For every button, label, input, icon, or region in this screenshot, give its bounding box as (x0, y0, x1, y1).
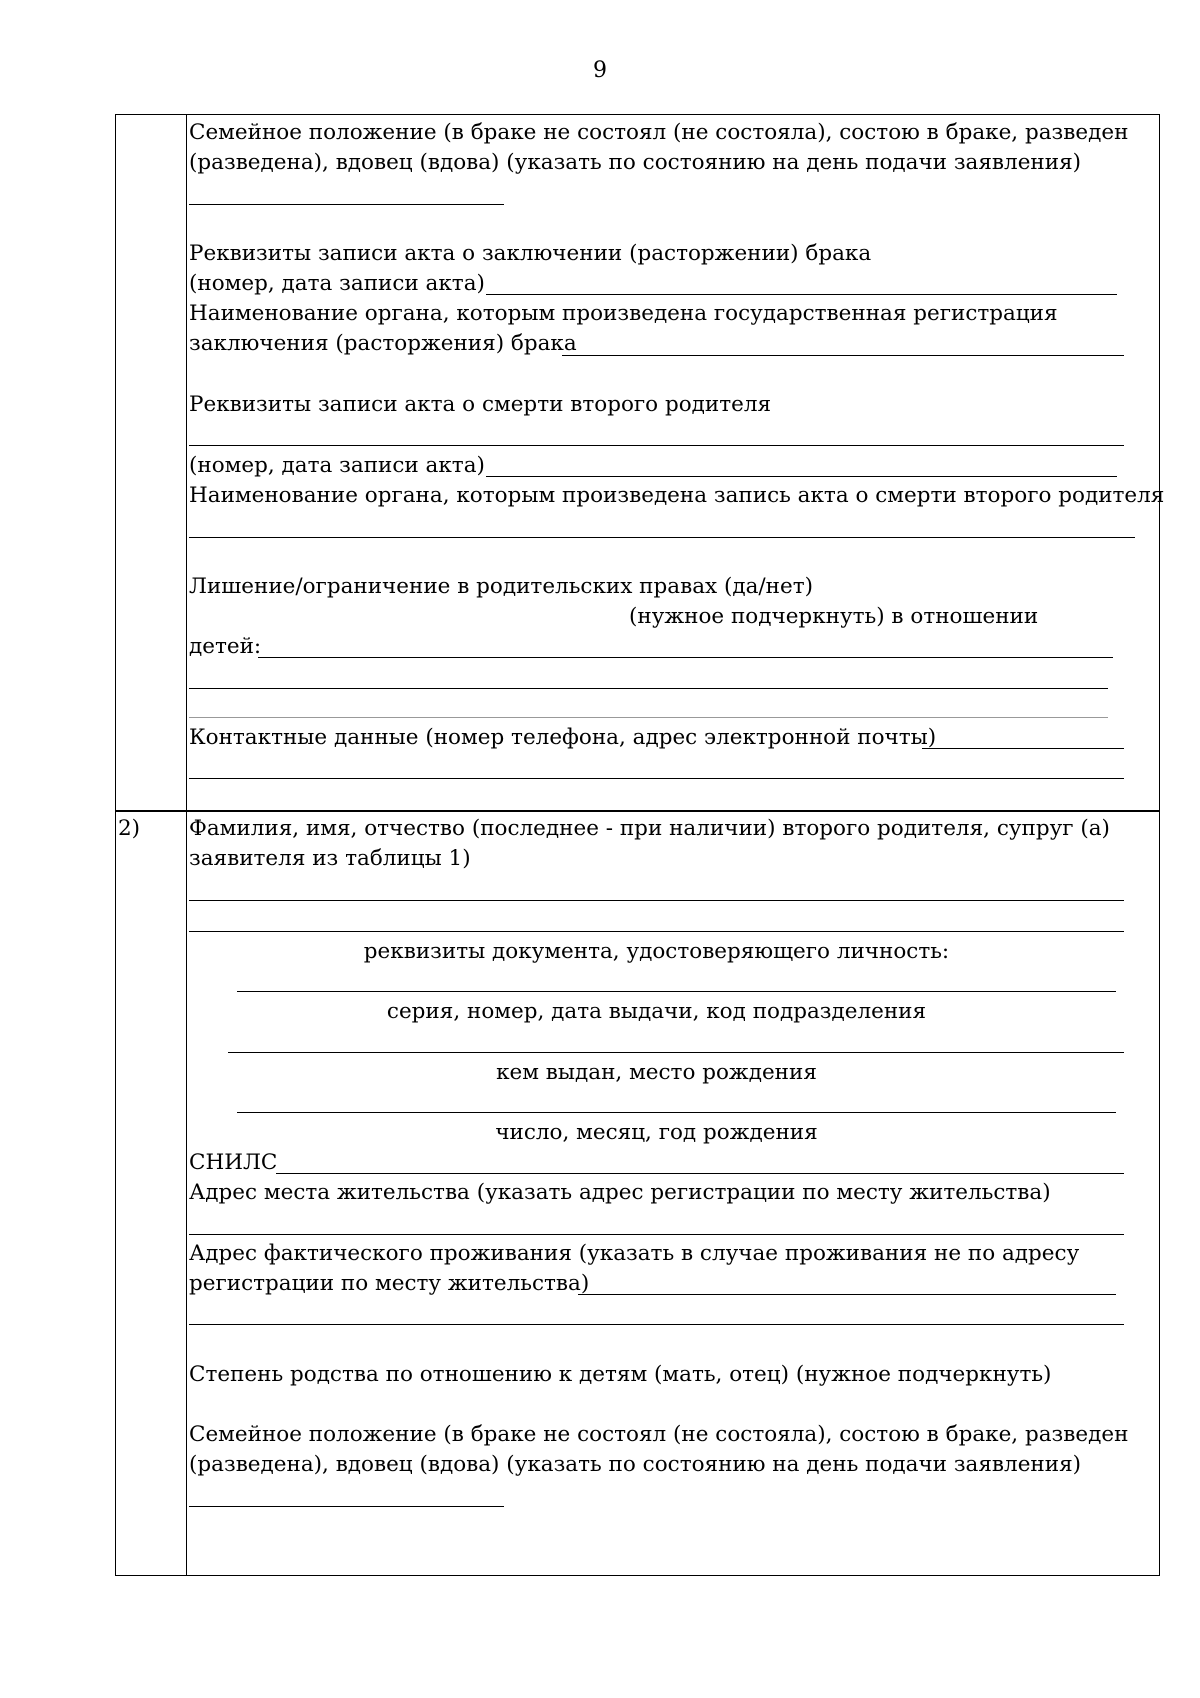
deprivation-children-label: детей: (189, 634, 262, 659)
relationship-label: Степень родства по отношению к детям (мать, отец) (нужное подчеркнуть) (189, 1362, 1052, 1387)
death-authority-field[interactable] (189, 537, 1135, 538)
actual-address-field-2[interactable] (189, 1324, 1124, 1325)
deprivation-line2: (нужное подчеркнуть) в отношении (629, 604, 1039, 629)
marital-status-line2: (разведена), вдовец (вдова) (указать по состоянию на день подачи заявления) (189, 150, 1082, 175)
marital-status-2-field[interactable] (189, 1506, 504, 1507)
marital-status-line1: Семейное положение (в браке не состоял (не состояла), состою в браке, разведен (189, 120, 1129, 145)
marital-status-field[interactable] (189, 204, 504, 205)
birth-date-caption: число, месяц, год рождения (495, 1120, 818, 1145)
death-authority-label: Наименование органа, которым произведена запись акта о смерти второго родителя (189, 483, 1165, 508)
death-act-field[interactable] (189, 445, 1124, 446)
series-caption: серия, номер, дата выдачи, код подразделения (386, 999, 927, 1024)
marriage-authority-line2: заключения (расторжения) брака (189, 331, 577, 356)
table-column-divider (186, 114, 187, 1576)
actual-address-line2: регистрации по месту жительства) (189, 1271, 590, 1296)
residence-address-label: Адрес места жительства (указать адрес регистрации по месту жительства) (189, 1180, 1051, 1205)
snils-label: СНИЛС (189, 1150, 278, 1175)
marriage-act-number-date-label: (номер, дата записи акта) (189, 271, 485, 296)
deprivation-children-field[interactable] (258, 657, 1113, 658)
birth-date-field[interactable] (237, 1112, 1116, 1113)
id-document-field[interactable] (237, 991, 1116, 992)
contacts-label: Контактные данные (номер телефона, адрес электронной почты) (189, 725, 937, 750)
contacts-field-2[interactable] (189, 778, 1124, 779)
fio-line2: заявителя из таблицы 1) (189, 846, 471, 871)
marital-status-2-line2: (разведена), вдовец (вдова) (указать по состоянию на день подачи заявления) (189, 1452, 1082, 1477)
death-act-number-date-label: (номер, дата записи акта) (189, 453, 485, 478)
table-row-divider (115, 810, 1160, 812)
actual-address-field[interactable] (578, 1294, 1116, 1295)
deprivation-extra-field-2[interactable] (189, 717, 1108, 718)
marital-status-2-line1: Семейное положение (в браке не состоял (не состояла), состою в браке, разведен (189, 1422, 1129, 1447)
actual-address-line1: Адрес фактического проживания (указать в случае проживания не по адресу (189, 1241, 1080, 1266)
death-act-title: Реквизиты записи акта о смерти второго родителя (189, 392, 772, 417)
contacts-field[interactable] (922, 748, 1124, 749)
fio-line1: Фамилия, имя, отчество (последнее - при наличии) второго родителя, супруг (а) (189, 816, 1110, 841)
issued-by-field[interactable] (228, 1052, 1124, 1053)
issued-by-caption: кем выдан, место рождения (496, 1060, 817, 1085)
page-number: 9 (593, 58, 607, 83)
row-number-2: 2) (118, 816, 141, 841)
fio-field-1[interactable] (189, 900, 1124, 901)
marriage-act-number-date-field[interactable] (486, 294, 1117, 295)
deprivation-line1: Лишение/ограничение в родительских правах (да/нет) (189, 574, 813, 599)
id-document-caption: реквизиты документа, удостоверяющего личность: (363, 939, 950, 964)
marriage-authority-field[interactable] (562, 355, 1124, 356)
marriage-act-title: Реквизиты записи акта о заключении (расторжении) брака (189, 241, 872, 266)
marriage-authority-line1: Наименование органа, которым произведена государственная регистрация (189, 301, 1058, 326)
snils-field[interactable] (276, 1173, 1124, 1174)
death-act-number-date-field[interactable] (486, 476, 1117, 477)
fio-field-2[interactable] (189, 931, 1124, 932)
deprivation-extra-field-1[interactable] (189, 688, 1108, 689)
residence-address-field[interactable] (189, 1234, 1124, 1235)
